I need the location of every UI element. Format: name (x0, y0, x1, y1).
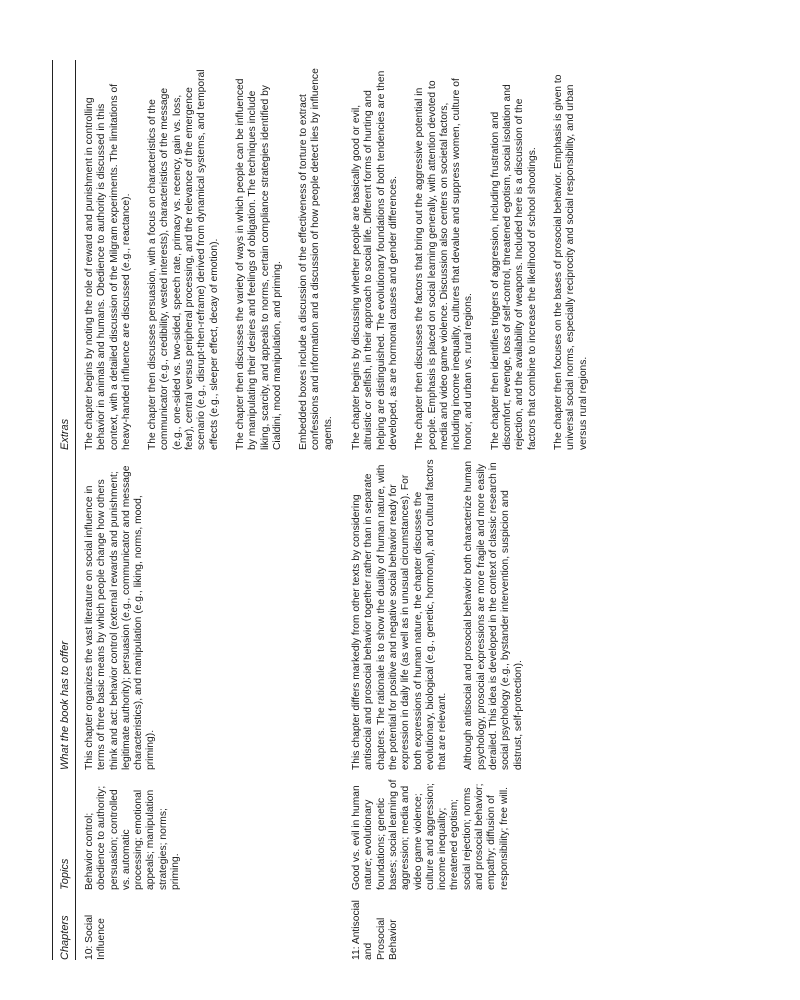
offer-paragraph: This chapter organizes the vast literature on social influence in terms of three basic means by which people change how others think and act: behavior control (external rewards and punishment; legitimate authority); persuasion (e.g., communicator and message characteristics), and manipulation (e.g., liking, norms, mood, priming). (84, 465, 157, 770)
extras-paragraph: The chapter then focuses on the bases of prosocial behavior. Emphasis is given to universal social norms, especially reciprocity and social responsibility, and urban versus rural regions. (552, 74, 589, 450)
chapter-table (52, 60, 598, 960)
extras-paragraph: Embedded boxes include a discussion of the effectiveness of torture to extract confessions and information and a discussion of how people detect lies by influence agents. (298, 68, 334, 450)
header-topics: Topics (53, 770, 76, 890)
offer-paragraph: Although antisocial and prosocial behavior both characterize human psychology, prosocial expressions are more fragile and more easily derailed. This idea is developed in the context of classic research in social psychology (e.g., bystander intervention, suspicion and distrust, self-protection). (463, 460, 524, 770)
extras-paragraph: The chapter then discusses the variety of ways in which people can be influenced by manipulating their desires and feelings of obligation. The techniques include liking, scarcity, and appeals to norms, certain compliance strategies identified by Cialdini, mood manipulation, and priming. (234, 78, 283, 450)
header-chapters: Chapters (53, 890, 76, 960)
table-header-row (53, 60, 76, 960)
offer-paragraph: This chapter differs markedly from other texts by considering antisocial and prosocial behavior together rather than in separate chapters. The rationale is to show the duality of human nature, with the potential for positive and negative social behavior ready for expression in daily life (as well as in unusual circumstances). For both expressions of human nature, the chapter discusses the evolutionary, biological (e.g., genetic, hormonal), and cultural factors that are relevant. (351, 459, 449, 770)
offer-cell (76, 450, 344, 770)
offer-cell (343, 450, 598, 770)
extras-paragraph: The chapter begins by discussing whether people are basically good or evil, altruistic or selfish, in their approach to social life. Different forms of hurting and helping are distinguished. The evolutionary foundations of both tendencies are then developed, as are hormonal causes and gender differences. (351, 70, 399, 450)
chapter-cell: 10: Social Influence (84, 914, 108, 960)
extras-paragraph: The chapter then discusses persuasion, with a focus on characteristics of the communicator (e.g., credibility, vested interests), characteristics of the message (e.g., one-sided vs. two-sided, speech rate, primacy vs. recency, gain vs. loss, fear), central versus peripheral processing, and the relevance of the emergence scenario (e.g., disrupt-then-reframe) derived from dynamical systems, and temporal effects (e.g., sleeper effect, decay of emotion). (147, 69, 220, 450)
header-offer: What the book has to offer (53, 450, 76, 770)
extras-paragraph: The chapter then discusses the factors that bring out the aggressive potential in people. Emphasis is placed on social learning generally, with attention devoted to media and video game violence. Discussion also centers on societal factors, including income inequality, cultures that devalue and suppress women, culture of honor, and urban vs. rural regions. (414, 78, 475, 450)
extras-paragraph: The chapter begins by noting the role of reward and punishment in controlling behavior in animals and humans. Obedience to authority is discussed in this context, with a detailed discussion of the Milgram experiments. The limitations of heavy-handed influence are discussed (e.g., reactance). (84, 83, 132, 450)
topics-cell: Good vs. evil in human nature; evolutionary foundations; genetic bases; social learning of aggression; media and video game violence; culture and aggression; income inequality; threatened egotism; social rejection; norms and prosocial behavior; empathy; diffusion of responsibility; free will. (351, 779, 510, 890)
extras-cell (76, 60, 344, 450)
table-row (76, 60, 344, 960)
table-row (343, 60, 598, 960)
extras-paragraph: The chapter then identifies triggers of aggression, including frustration and discomfort, revenge, loss of self-control, threatened egotism, social isolation and rejection, and the availability of weapons. Included here is a discussion of the factors that combine to increase the likelihood of school shootings. (489, 84, 538, 450)
topics-cell: Behavior control; obedience to authority; persuasion; controlled vs. automatic processing; emotional appeals; manipulation strategies; norms; priming. (84, 785, 182, 890)
header-extras: Extras (53, 60, 76, 450)
chapter-cell: 11: Antisocial and Prosocial Behavior (351, 900, 399, 960)
extras-cell (343, 60, 598, 450)
